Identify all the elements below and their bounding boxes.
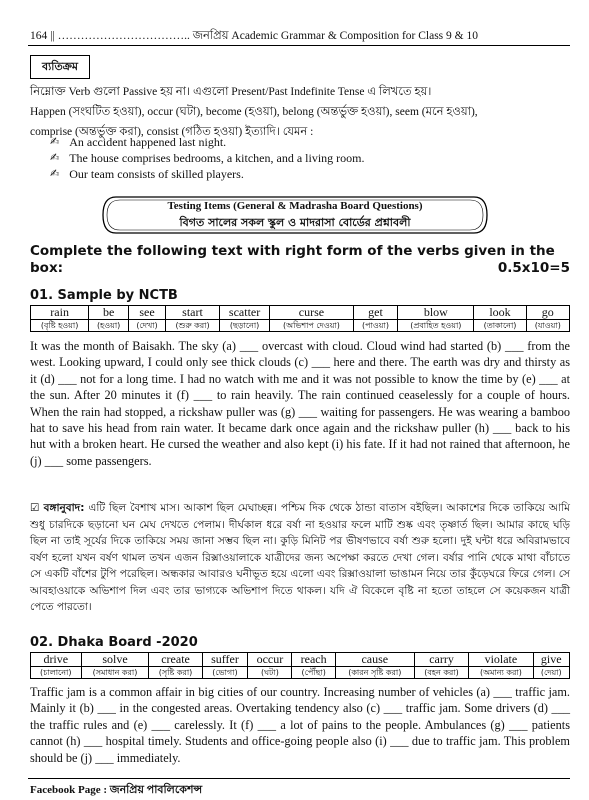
- exception-label: ব্যতিক্রম: [30, 55, 90, 79]
- verb-meaning-cell: (বহন করা): [414, 667, 469, 679]
- example-list: [50, 134, 570, 182]
- verb-meaning-cell: (প্রবাহিত হওয়া): [398, 320, 474, 332]
- verb-cell: scatter: [219, 306, 269, 320]
- verb-cell: look: [474, 306, 526, 320]
- pen-icon: ✍: [50, 135, 60, 148]
- q2-title: 02. Dhaka Board -2020: [30, 635, 198, 650]
- verb-meaning-cell: (সৃষ্টি করা): [149, 667, 202, 679]
- q1-passage: It was the month of Baisakh. The sky (a) ___ overcast with cloud. Cloud wind had started (b) ___ from the west. Looking upward, I could only see thick clouds (c) ___ here and there. The earth was dry and thirsty as it (d) ___ not for a long time. I had no watch with me and it was not possible to know the time by (e) ___ at the sun. After 20 minutes it (f) ___ to rain heavily. The rain continued ceaselessly for a couple of hours. When the rain had stopped, a rickshaw puller was (g) ___ waiting for passengers. He was wearing a bamboo hat to save his head from rain water. It became dark once again and the rickshaw puller (h) ___ back to his hut with a broken heart. He cursed the weather and also kept (i) his fate. If it had not rained that afternoon, he (j) ___ some passengers.: [30, 339, 570, 468]
- verb-cell: see: [129, 306, 166, 320]
- verb-meaning-cell: (শুরু করা): [166, 320, 220, 332]
- footer-rule: [28, 778, 570, 779]
- verb-meaning-cell: (তাকানো): [474, 320, 526, 332]
- verb-meaning-cell: (ছড়ানো): [219, 320, 269, 332]
- verb-meaning-cell: (ভোগা): [202, 667, 248, 679]
- q1-title: 01. Sample by NCTB: [30, 288, 178, 303]
- verb-meaning-cell: (ঘটা): [248, 667, 292, 679]
- verb-cell: violate: [469, 653, 533, 667]
- verb-cell: create: [149, 653, 202, 667]
- verb-cell: be: [89, 306, 129, 320]
- pen-icon: ✍: [50, 151, 60, 164]
- verb-meaning-cell: (সমাধান করা): [81, 667, 149, 679]
- verb-meaning-cell: (চালানো): [31, 667, 82, 679]
- verb-cell: reach: [292, 653, 335, 667]
- header-rule: [28, 45, 570, 46]
- verb-cell: blow: [398, 306, 474, 320]
- verb-meaning-cell: (পাওয়া): [353, 320, 397, 332]
- q1-verb-table: [30, 305, 570, 332]
- banner-subtitle: বিগত সালের সকল স্কুল ও মাদরাসা বোর্ডের প্রশ্নাবলী: [179, 216, 411, 229]
- verb-meaning-cell: (বৃষ্টি হওয়া): [31, 320, 89, 332]
- verb-meaning-cell: (যাওয়া): [526, 320, 569, 332]
- testing-items-banner: [102, 196, 488, 234]
- verb-meaning-cell: (দেখা): [129, 320, 166, 332]
- verb-cell: suffer: [202, 653, 248, 667]
- pen-icon: ✍: [50, 167, 60, 180]
- q2-passage: Traffic jam is a common affair in big cities of our country. Increasing number of vehicles (a) ___ traffic jam. Mainly it (b) ___ in the congested areas. Overtaking tendency also (c) ___ traffic jam. Some drivers (d) ___ the traffic rules and (e) ___ carelessly. It (f) ___ a lot of pains to the people. Ambulances (g) ___ patients cannot (h) ___ hospital timely. Students and office-going people also (i) ___ due to traffic jam. This problem should be (j) ___ immediately.: [30, 685, 570, 765]
- verb-cell: occur: [248, 653, 292, 667]
- exception-text: [30, 82, 570, 142]
- list-item: ✍ An accident happened last night.: [50, 135, 227, 149]
- task-instruction: [30, 243, 570, 277]
- verb-cell: cause: [335, 653, 414, 667]
- verb-cell: give: [533, 653, 570, 667]
- verb-cell: carry: [414, 653, 469, 667]
- task-marks: 0.5x10=5: [497, 260, 570, 276]
- exception-line-2: Happen (সংঘটিত হওয়া), occur (ঘটা), become (হওয়া), belong (অন্তর্ভুক্ত হওয়া), seem (মনে হওয়া),: [30, 106, 478, 118]
- task-line-2: box:: [30, 260, 64, 276]
- page-footer: Facebook Page : জনপ্রিয় পাবলিকেশন্স: [30, 784, 203, 796]
- banner-title: Testing Items (General & Madrasha Board Questions): [167, 200, 423, 212]
- verb-meaning-cell: (কারন সৃষ্টি করা): [335, 667, 414, 679]
- verb-cell: rain: [31, 306, 89, 320]
- translation-label: ☑ বঙ্গানুবাদ:: [30, 502, 85, 514]
- verb-meaning-cell: (অমান্য করা): [469, 667, 533, 679]
- q1-translation: [30, 500, 570, 616]
- verb-cell: go: [526, 306, 569, 320]
- task-line-1: Complete the following text with right form of the verbs given in the: [30, 243, 555, 259]
- verb-meaning-cell: (দেয়া): [533, 667, 570, 679]
- list-item: ✍ The house comprises bedrooms, a kitchen, and a living room.: [50, 151, 365, 165]
- verb-cell: get: [353, 306, 397, 320]
- verb-cell: solve: [81, 653, 149, 667]
- verb-meaning-cell: (অভিশাপ দেওয়া): [270, 320, 354, 332]
- verb-meaning-cell: (পৌঁছা): [292, 667, 335, 679]
- verb-cell: start: [166, 306, 220, 320]
- list-item: ✍ Our team consists of skilled players.: [50, 167, 244, 181]
- translation-text: এটি ছিল বৈশাখ মাস। আকাশ ছিল মেঘাচ্ছন্ন। পশ্চিম দিক থেকে ঠান্ডা বাতাস বইছিল। আকাশের দিকে তাকিয়ে আমি শুধু চারদিকে ছড়ানো ঘন মেঘ দেখতে পেলাম। দীর্ঘকাল ধরে বর্ষা না হওয়ার ফলে মাটি শুষ্ক এবং তৃষ্ণার্ত ছিল। আমার কাছে ঘড়ি ছিল না তাই সূর্যের দিকে তাকিয়ে সময় জানা সম্ভব ছিল না। কুড়ি মিনিট পর ভীষণভাবে বর্ষা শুরু হলো। দুই ঘন্টা ধরে অবিরামভাবে বর্ষণ হলো যখন বর্ষণ থামল তখন এজন রিক্সাওয়ালাকে যাত্রীদের জন্য অপেক্ষা করতে দেখা গেল। বর্ষার পানি থেকে মাথা বাঁচাতে সে একটি বাঁশের টুপি পরেছিল। অন্ধকার আবারও ঘনীভূত হয়ে এলো এবং রিক্সাওয়ালা ভাঙামন নিয়ে তার কুঁড়েঘরে ফিরে গেল। সে আবহাওয়াকে অভিশাপ দিল এবং তার ভাগ্যকে অভিশাপ দিতে থাকল। যদি ঐ বিকেলে বৃষ্টি না হতো তাহলে সে কয়েকজন যাত্রী পেতে পারতো।: [30, 502, 571, 613]
- verb-meaning-cell: (হওয়া): [89, 320, 129, 332]
- exception-line-3: comprise (অন্তর্ভুক্ত করা), consist (গঠিত হওয়া) ইত্যাদি। যেমন :: [30, 126, 314, 138]
- verb-cell: drive: [31, 653, 82, 667]
- verb-cell: curse: [270, 306, 354, 320]
- exception-line-1: নিম্নোক্ত Verb গুলো Passive হয় না। এগুলো Present/Past Indefinite Tense এ লিখতে হয়।: [30, 86, 432, 98]
- q2-verb-table: [30, 652, 570, 679]
- page-header: 164 || …………………………….. জনপ্রিয় Academic Grammar & Composition for Class 9 & 10: [30, 30, 478, 42]
